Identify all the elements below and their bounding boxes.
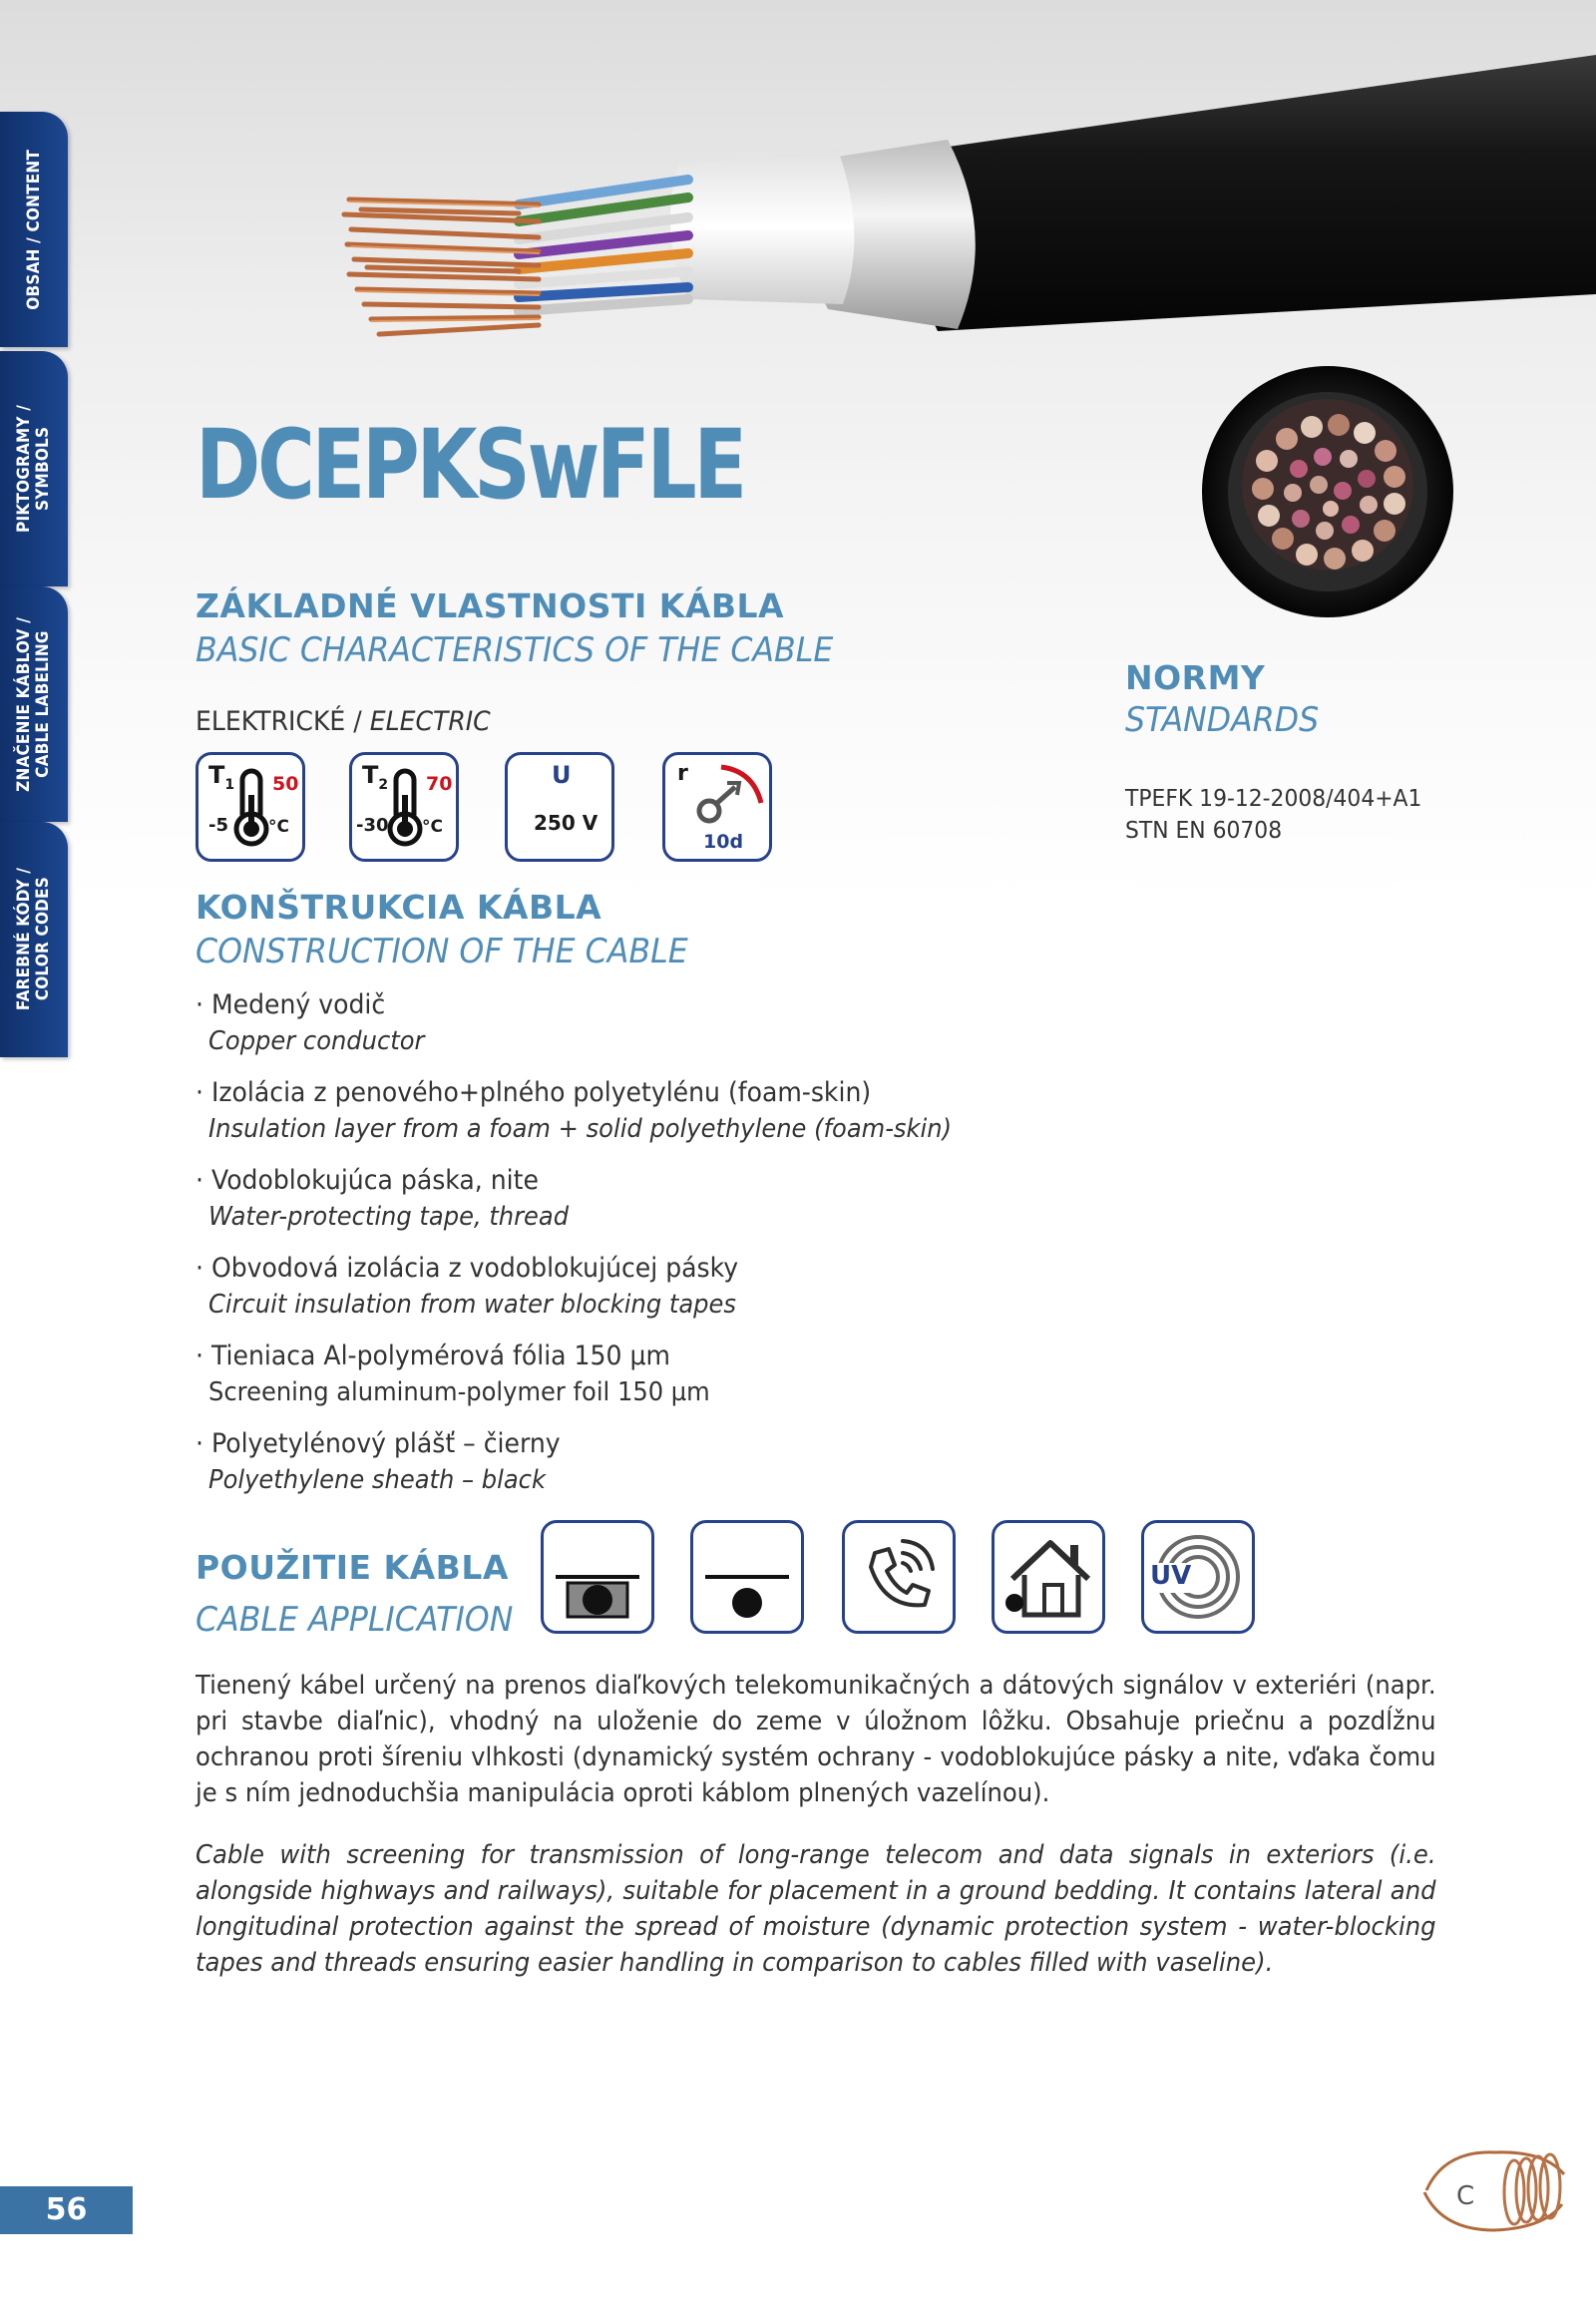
product-title: DCEPKSwFLE bbox=[196, 409, 744, 521]
temperature-t2-box bbox=[349, 752, 459, 862]
standards-heading-sk: NORMY bbox=[1125, 658, 1266, 697]
construction-item-sk: · Vodoblokujúca páska, nite bbox=[196, 1165, 539, 1196]
construction-list bbox=[196, 987, 994, 1514]
characteristics-heading-en: BASIC CHARACTERISTICS OF THE CABLE bbox=[196, 630, 834, 670]
t2-unit: °C bbox=[422, 817, 443, 837]
t1-label: $T_1$ bbox=[208, 761, 235, 793]
list-item bbox=[196, 1251, 994, 1339]
standard-item: STN EN 60708 bbox=[1125, 818, 1283, 844]
list-item bbox=[196, 1163, 994, 1251]
bending-radius-value: 10d bbox=[703, 831, 744, 853]
cable-illustration bbox=[0, 0, 1596, 638]
company-logo bbox=[1414, 2130, 1574, 2250]
standard-item: TPEFK 19-12-2008/404+A1 bbox=[1125, 786, 1422, 812]
tab-cable-labeling-label: ZNAČENIE KÁBLOV / CABLE LABELING bbox=[14, 616, 53, 792]
construction-item-en: Screening aluminum-polymer foil 150 µm bbox=[208, 1377, 710, 1407]
electric-label-en: ELECTRIC bbox=[369, 706, 491, 737]
t1-max: 50 bbox=[272, 773, 299, 795]
duct-laying-icon bbox=[541, 1520, 654, 1634]
construction-item-en: Circuit insulation from water blocking tapes bbox=[208, 1290, 737, 1320]
standards-heading-en: STANDARDS bbox=[1125, 700, 1320, 740]
t2-max: 70 bbox=[426, 773, 453, 795]
tab-color-codes-label: FAREBNÉ KÓDY / COLOR CODES bbox=[14, 868, 53, 1011]
tab-color-codes[interactable] bbox=[0, 822, 68, 1057]
tab-cable-labeling[interactable] bbox=[0, 586, 68, 822]
uv-label: UV bbox=[1150, 1561, 1192, 1591]
construction-item-en: Insulation layer from a foam + solid polyethylene (foam-skin) bbox=[208, 1114, 953, 1144]
construction-item-sk: · Izolácia z penového+plného polyetylénu (foam-skin) bbox=[196, 1077, 872, 1108]
list-item bbox=[196, 1426, 994, 1514]
indoor-house-icon bbox=[992, 1520, 1105, 1634]
construction-item-sk: · Tieniaca Al-polymérová fólia 150 µm bbox=[196, 1341, 670, 1371]
t1-min: -5 bbox=[208, 815, 228, 836]
electric-label bbox=[196, 706, 491, 737]
telecom-phone-icon bbox=[842, 1520, 956, 1634]
description-sk-text: Tienený kábel určený na prenos diaľkových telekomunikačných a dátových signálov v exteriéri (napr. pri stavbe diaľnic), vhodný na uloženie do zeme v úložnom lôžku. Obsahuje priečnu a pozdĺžnu ochranou proti šíreniu vlhkosti (dynamický systém ochrany - vodoblokujúce pásky a nite, vďaka čomu je s ním jednoduchšia manipulácia oproti káblom plnených vazelínou). bbox=[196, 1671, 1436, 1808]
svg-text:C: C bbox=[1456, 2181, 1475, 2211]
tab-symbols[interactable] bbox=[0, 351, 68, 586]
construction-item-sk: · Medený vodič bbox=[196, 989, 386, 1020]
bending-radius-label: r bbox=[677, 761, 688, 786]
list-item bbox=[196, 987, 994, 1075]
tab-symbols-label: PIKTOGRAMY / SYMBOLS bbox=[14, 405, 53, 533]
t2-label: $T_2$ bbox=[362, 761, 389, 793]
t2-min: -30 bbox=[356, 815, 389, 836]
voltage-label: U bbox=[552, 761, 572, 789]
t1-unit: °C bbox=[268, 817, 289, 837]
construction-item-sk: · Polyetylénový plášť – čierny bbox=[196, 1428, 561, 1459]
construction-item-sk: · Obvodová izolácia z vodoblokujúcej pásky bbox=[196, 1253, 739, 1284]
description-en-text: Cable with screening for transmission of long-range telecom and data signals in exteriors (i.e. alongside highways and railways), suitable for placement in a ground bedding. It contains lateral and longitudinal protection against the spread of moisture (dynamic protection system - water-blocking tapes and threads ensuring easier handling in comparison to cables filled with vaseline). bbox=[196, 1840, 1436, 1978]
electric-label-sk: ELEKTRICKÉ / bbox=[196, 706, 370, 737]
construction-item-en: Polyethylene sheath – black bbox=[208, 1465, 546, 1495]
construction-heading-en: CONSTRUCTION OF THE CABLE bbox=[196, 932, 688, 971]
application-heading-sk: POUŽITIE KÁBLA bbox=[196, 1548, 509, 1587]
list-item bbox=[196, 1075, 994, 1163]
voltage-value: 250 V bbox=[534, 811, 598, 835]
application-heading-en: CABLE APPLICATION bbox=[196, 1600, 514, 1640]
page-number: 56 bbox=[0, 2186, 133, 2234]
voltage-box bbox=[505, 752, 614, 862]
tab-content-label: OBSAH / CONTENT bbox=[23, 149, 44, 310]
construction-heading-sk: KONŠTRUKCIA KÁBLA bbox=[196, 888, 602, 927]
description-en bbox=[196, 1837, 1436, 1981]
construction-item-en: Copper conductor bbox=[208, 1026, 425, 1056]
direct-burial-icon bbox=[690, 1520, 804, 1634]
characteristics-heading-sk: ZÁKLADNÉ VLASTNOSTI KÁBLA bbox=[196, 586, 785, 625]
uv-resistant-icon bbox=[1141, 1520, 1255, 1634]
temperature-t1-box bbox=[196, 752, 305, 862]
list-item bbox=[196, 1339, 994, 1426]
description-sk bbox=[196, 1668, 1436, 1811]
tab-content[interactable] bbox=[0, 112, 68, 347]
construction-item-en: Water-protecting tape, thread bbox=[208, 1202, 570, 1232]
bending-radius-box bbox=[662, 752, 772, 862]
